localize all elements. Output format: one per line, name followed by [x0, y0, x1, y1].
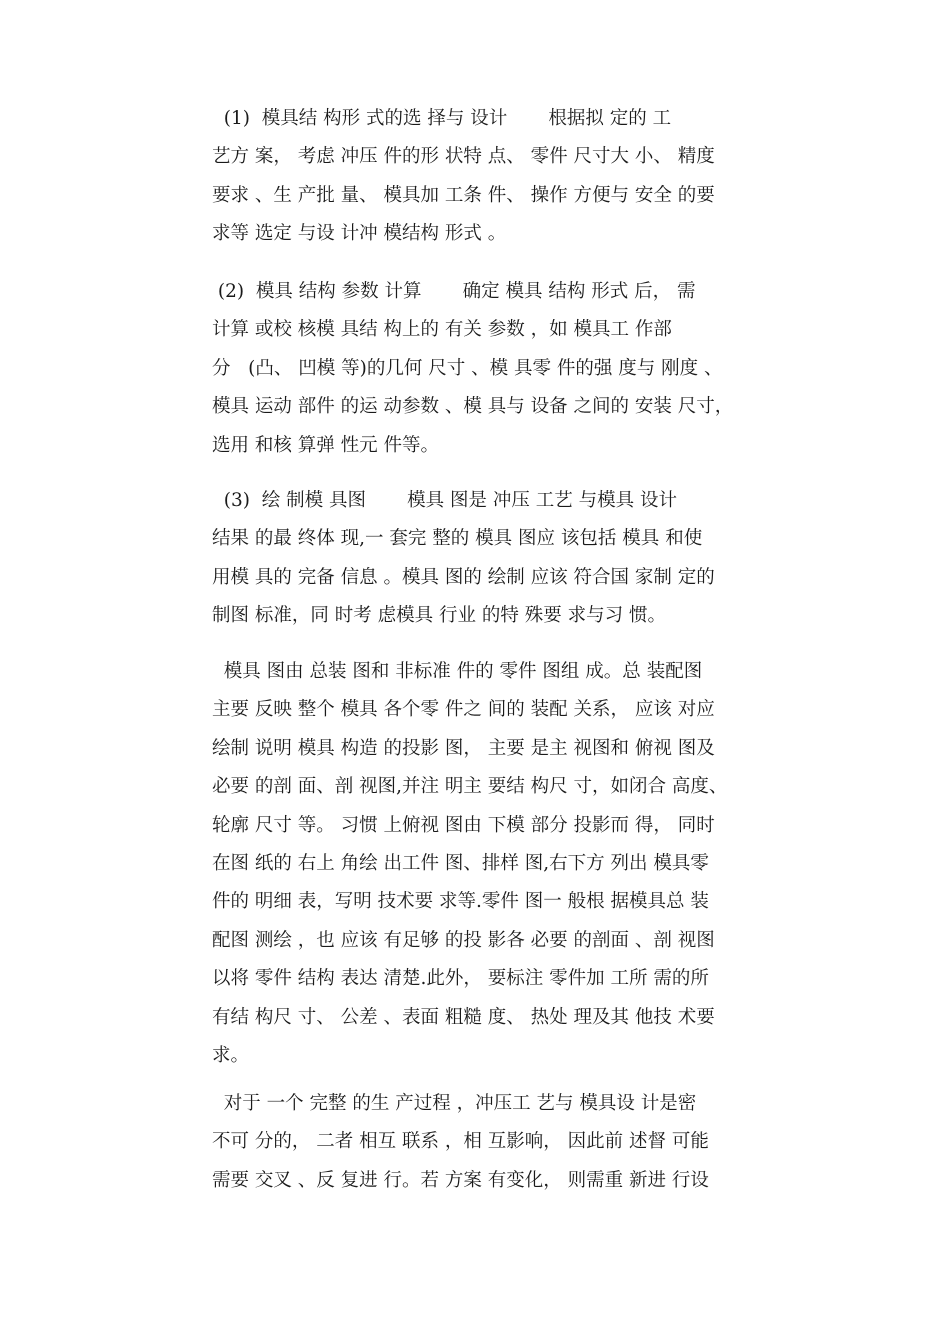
text-line: 求等 选定 与设 计冲 模结构 形式 。 [212, 223, 507, 245]
text-line: 用模 具的 完备 信息 。模具 图的 绘制 应该 符合国 家制 定的 [212, 566, 715, 588]
paragraph-2 [212, 273, 752, 465]
paragraph-4 [212, 653, 752, 1075]
text-line: 计算 或校 核模 具结 构上的 有关 参数 ，如 模具工 作部 [212, 319, 672, 341]
text-line: 模具 图由 总装 图和 非标准 件的 零件 图组 成。总 装配图 [212, 661, 703, 682]
text-line: 制图 标准，同 时考 虑模具 行业 的特 殊要 求与习 惯。 [212, 605, 667, 627]
text-line: 绘制 说明 模具 构造 的投影 图， 主要 是主 视图和 俯视 图及 [212, 737, 715, 759]
text-line: 选用 和核 算弹 性元 件等。 [212, 434, 440, 456]
text-line: 分 (凸、 凹模 等)的几何 尺寸 、模 具零 件的强 度与 刚度 、 [212, 357, 723, 379]
text-line: 对于 一个 完整 的生 产过程 ，冲压工 艺与 模具设 计是密 [212, 1093, 697, 1114]
text-line: 在图 纸的 右上 角绘 出工件 图、排样 图,右下方 列出 模具零 [212, 852, 709, 874]
text-line: 配图 测绘 ，也 应该 有足够 的投 影各 必要 的剖面 、剖 视图 [212, 929, 715, 951]
text-line: 艺方 案， 考虑 冲压 件的形 状特 点、 零件 尺寸大 小、 精度 [212, 146, 715, 168]
text-line: 需要 交叉 、反 复进 行。若 方案 有变化， 则需重 新进 行设 [212, 1169, 709, 1191]
text-line: (1) 模具结 构形 式的选 择与 设计 根据拟 定的 工 [212, 108, 672, 129]
paragraph-3 [212, 482, 752, 636]
text-line: 主要 反映 整个 模具 各个零 件之 间的 装配 关系， 应该 对应 [212, 699, 715, 721]
text-line: 以将 零件 结构 表达 清楚.此外， 要标注 零件加 工所 需的所 [212, 968, 709, 990]
text-line: 轮廓 尺寸 等。 习惯 上俯视 图由 下模 部分 投影而 得， 同时 [212, 814, 715, 836]
text-line: 不可 分的， 二者 相互 联系 ，相 互影响， 因此前 述督 可能 [212, 1131, 709, 1153]
text-line: 要求 、生 产批 量、 模具加 工条 件、 操作 方便与 安全 的要 [212, 184, 715, 206]
text-line: 有结 构尺 寸、 公差 、表面 粗糙 度、 热处 理及其 他技 术要 [212, 1006, 715, 1028]
text-line: (2) 模具 结构 参数 计算 确定 模具 结构 形式 后， 需 [212, 281, 696, 302]
text-line: 件的 明细 表，写明 技术要 求等.零件 图一 般根 据模具总 装 [212, 891, 709, 913]
text-line: 模具 运动 部件 的运 动参数 、模 具与 设备 之间的 安装 尺寸， [212, 396, 734, 418]
text-line: (3) 绘 制模 具图 模具 图是 冲压 工艺 与模具 设计 [212, 490, 678, 511]
paragraph-1 [212, 100, 752, 254]
text-line: 求。 [212, 1044, 250, 1066]
text-line: 结果 的最 终体 现,一 套完 整的 模具 图应 该包括 模具 和使 [212, 528, 703, 550]
text-line: 必要 的剖 面、剖 视图,并注 明主 要结 构尺 寸，如闭合 高度、 [212, 776, 728, 798]
paragraph-5 [212, 1085, 752, 1200]
